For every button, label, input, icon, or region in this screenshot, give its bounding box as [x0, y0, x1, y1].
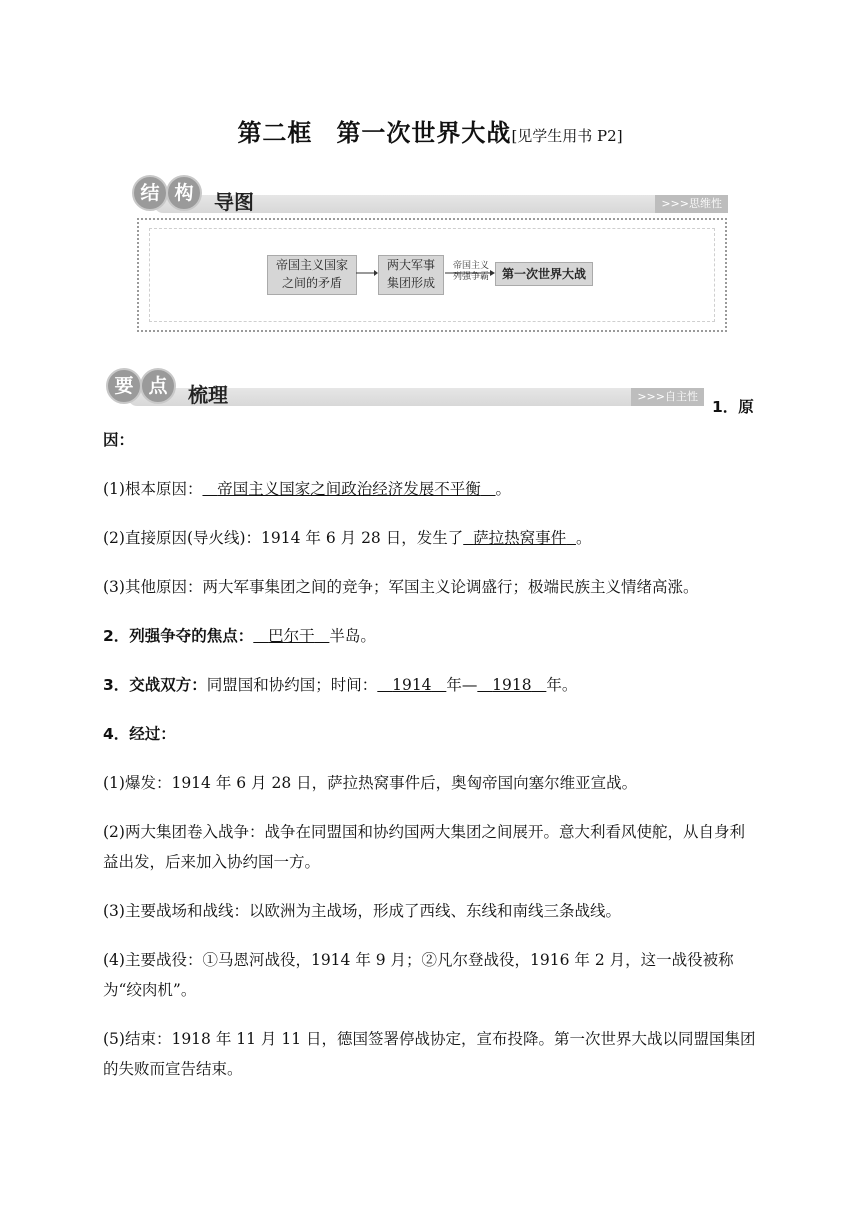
section-1-heading-start: 1．原: [712, 398, 754, 416]
content-body: [103, 425, 758, 1084]
points-banner: [104, 368, 704, 412]
title-topic: 第一次世界大战: [336, 119, 512, 147]
banner-tag: >>>思维性: [655, 195, 728, 213]
cause-1-answer: [202, 480, 495, 498]
section-2-heading: 2．列强争夺的焦点：: [103, 627, 254, 645]
banner-char-1: 结: [132, 175, 168, 211]
section-3: [103, 670, 758, 700]
cause-2-answer-text: 萨拉热窝事件: [473, 529, 567, 547]
title-main: 第二框: [237, 119, 313, 147]
flow-box-world-war: [495, 262, 593, 286]
section-3-heading: 3．交战双方：: [103, 676, 207, 694]
process-4: (4)主要战役：①马恩河战役，1914 年 9 月；②凡尔登战役，1916 年 2 月，这一战役被称为“绞肉机”。: [103, 951, 734, 999]
cause-2: [103, 523, 758, 553]
flow-box-military-blocs: [378, 255, 444, 295]
section-1-heading-end: 因：: [103, 431, 135, 449]
banner-word: 梳理: [188, 383, 228, 407]
section-2-answer: [253, 627, 329, 645]
banner-word: 导图: [214, 190, 254, 214]
banner-char-1: 要: [106, 368, 142, 404]
structure-banner: [130, 175, 728, 219]
section-3-year-start-text: 1914: [392, 676, 432, 694]
cause-3: (3)其他原因：两大军事集团之间的竞争；军国主义论调盛行；极端民族主义情绪高涨。: [103, 578, 699, 596]
flow-arrow-2: [445, 268, 495, 278]
title-reference: [见学生用书 P2]: [511, 127, 623, 145]
flow-box-contradictions: [267, 255, 357, 295]
flow-box-military-blocs-line1: 两大军事: [386, 258, 435, 272]
section-4-heading: 4．经过：: [103, 725, 176, 743]
banner-char-2: 点: [140, 368, 176, 404]
cause-2-label: (2)直接原因(导火线)：1914 年 6 月 28 日，发生了: [103, 529, 464, 547]
section-2: [103, 621, 758, 651]
section-3-end: 年。: [546, 676, 578, 694]
cause-2-answer: [463, 529, 576, 547]
cause-1-label: (1)根本原因：: [103, 480, 203, 498]
process-3: (3)主要战场和战线：以欧洲为主战场，形成了西线、东线和南线三条战线。: [103, 902, 621, 920]
process-5: (5)结束：1918 年 11 月 11 日，德国签署停战协定，宣布投降。第一次世界大战以同盟国集团的失败而宣告结束。: [103, 1030, 756, 1078]
banner-char-2: 构: [166, 175, 202, 211]
section-3-year-end: [477, 676, 546, 694]
cause-1: [103, 474, 758, 504]
flow-arrow-label-line2: 列强争霸: [452, 272, 489, 282]
page-title: [0, 113, 860, 148]
flow-box-world-war-label: 第一次世界大战: [501, 267, 586, 281]
flow-box-military-blocs-line2: 集团形成: [386, 276, 435, 290]
flow-box-contradictions-line2: 之间的矛盾: [281, 276, 342, 290]
flow-box-contradictions-line1: 帝国主义国家: [275, 258, 348, 272]
cause-2-end: 。: [575, 529, 592, 547]
process-1: (1)爆发：1914 年 6 月 28 日，萨拉热窝事件后，奥匈帝国向塞尔维亚宣战。: [103, 774, 638, 792]
process-2: (2)两大集团卷入战争：战争在同盟国和协约国两大集团之间展开。意大利看风使舵，从自身利益出发，后来加入协约国一方。: [103, 823, 745, 871]
section-3-mid: 年—: [446, 676, 478, 694]
section-3-year-end-text: 1918: [492, 676, 532, 694]
cause-1-end: 。: [495, 480, 512, 498]
banner-tag: >>>自主性: [631, 388, 704, 406]
cause-1-answer-text: 帝国主义国家之间政治经济发展不平衡: [217, 480, 481, 498]
flow-arrow-label-line1: 帝国主义: [452, 261, 489, 271]
section-2-answer-text: 巴尔干: [268, 627, 315, 645]
section-3-text: 同盟国和协约国；时间：: [206, 676, 378, 694]
section-2-end: 半岛。: [329, 627, 376, 645]
flow-diagram-frame: [137, 218, 727, 332]
flow-arrow-1: [356, 268, 378, 278]
section-3-year-start: [377, 676, 446, 694]
